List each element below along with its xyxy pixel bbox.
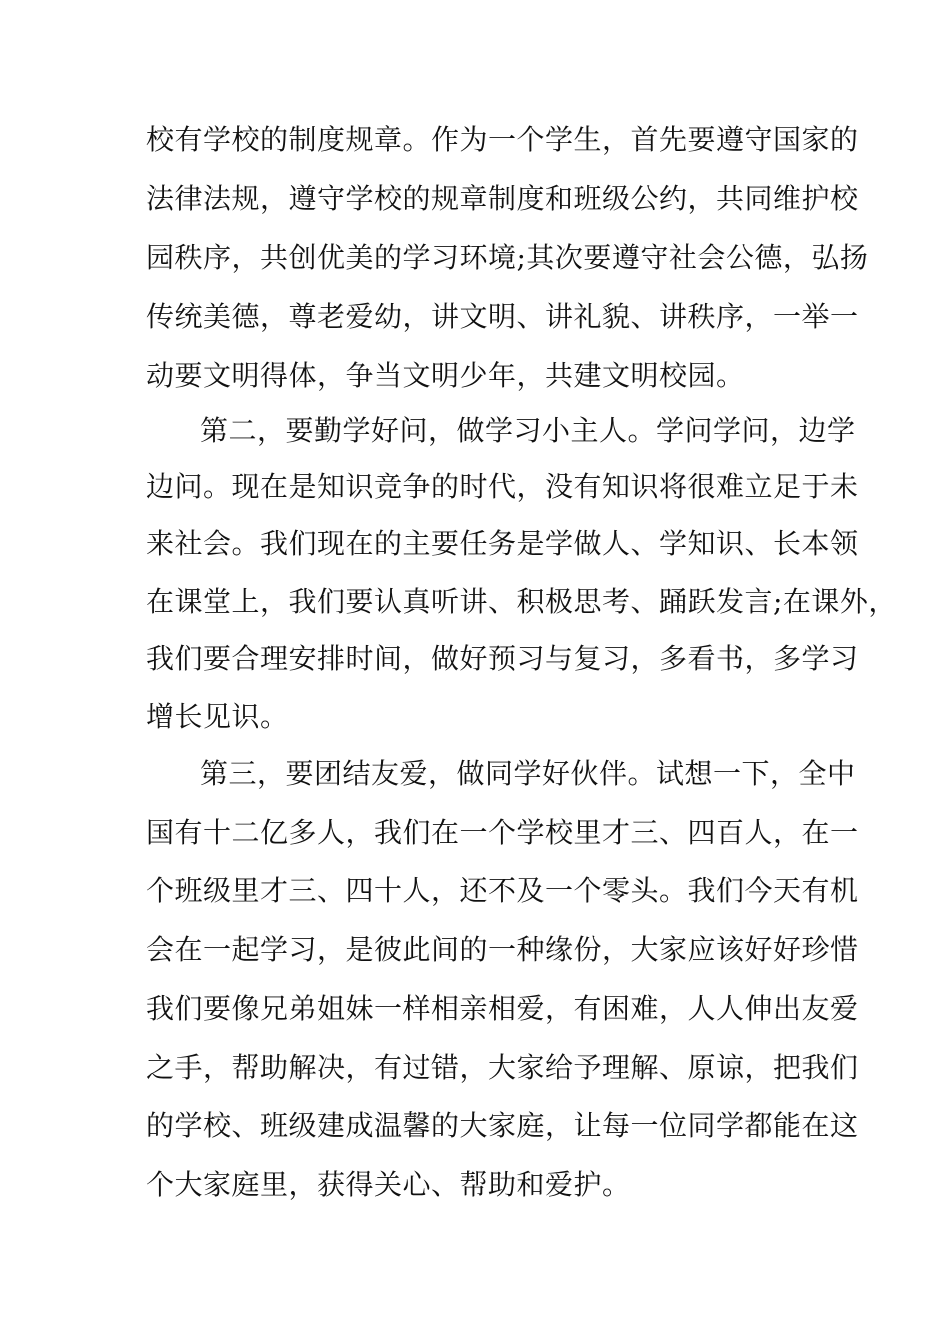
- text-line: 个大家庭里，获得关心、帮助和爱护。: [146, 1168, 631, 1201]
- text-line: 传统美德，尊老爱幼，讲文明、讲礼貌、讲秩序，一举一: [146, 300, 859, 333]
- text-line: 之手，帮助解决，有过错，大家给予理解、原谅，把我们: [146, 1051, 859, 1084]
- text-line: 国有十二亿多人，我们在一个学校里才三、四百人，在一: [146, 816, 859, 849]
- text-line: 增长见识。: [146, 700, 289, 733]
- text-line: 园秩序，共创优美的学习环境;其次要遵守社会公德，弘扬: [146, 241, 869, 274]
- text-line: 会在一起学习，是彼此间的一种缘份，大家应该好好珍惜: [146, 933, 859, 966]
- text-line: 法律法规，遵守学校的规章制度和班级公约，共同维护校: [146, 182, 859, 215]
- paragraph-first-line: 第三，要团结友爱，做同学好伙伴。试想一下，全中: [200, 757, 856, 790]
- text-line: 的学校、班级建成温馨的大家庭，让每一位同学都能在这: [146, 1109, 859, 1142]
- text-line: 在课堂上，我们要认真听讲、积极思考、踊跃发言;在课外，: [146, 585, 897, 618]
- text-line: 我们要合理安排时间，做好预习与复习，多看书，多学习: [146, 642, 859, 675]
- text-line: 个班级里才三、四十人，还不及一个零头。我们今天有机: [146, 874, 859, 907]
- text-line: 来社会。我们现在的主要任务是学做人、学知识、长本领: [146, 527, 859, 560]
- text-line: 动要文明得体，争当文明少年，共建文明校园。: [146, 359, 745, 392]
- paragraph-first-line: 第二，要勤学好问，做学习小主人。学问学问，边学: [200, 414, 856, 447]
- text-line: 校有学校的制度规章。作为一个学生，首先要遵守国家的: [146, 123, 859, 156]
- text-line: 边问。现在是知识竞争的时代，没有知识将很难立足于未: [146, 470, 859, 503]
- text-line: 我们要像兄弟姐妹一样相亲相爱，有困难，人人伸出友爱: [146, 992, 859, 1025]
